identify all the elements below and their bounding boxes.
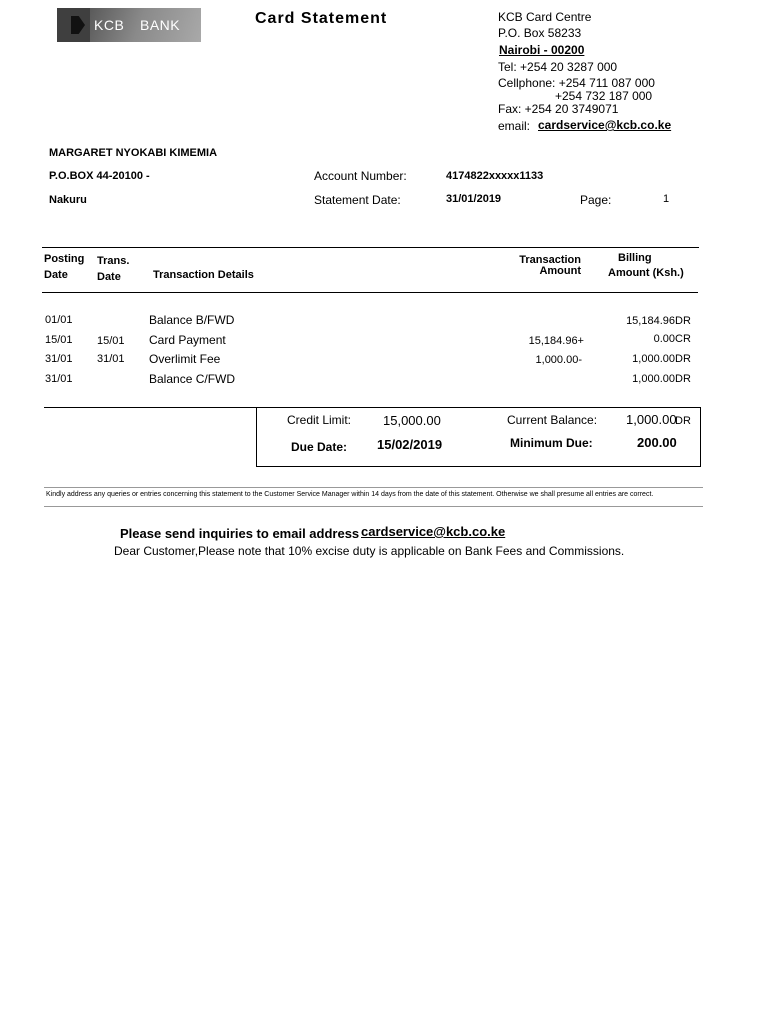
transaction-amount: 15,184.96+ (528, 335, 584, 347)
header-details: Transaction Details (153, 269, 254, 281)
customer-pobox: P.O.BOX 44-20100 - (49, 170, 150, 182)
centre-cellphone-2: +254 732 187 000 (555, 89, 653, 103)
minimum-due-label: Minimum Due: (510, 436, 593, 450)
page-label: Page: (580, 193, 612, 207)
current-balance-value: 1,000.00 (626, 412, 677, 427)
current-balance-label: Current Balance: (507, 413, 598, 427)
transaction-detail: Balance C/FWD (149, 372, 236, 386)
posting-date: 31/01 (45, 353, 73, 365)
current-balance-type: DR (675, 415, 691, 427)
centre-fax: Fax: +254 20 3749071 (498, 102, 619, 116)
centre-email-label: email: (498, 119, 531, 133)
summary-bottom-rule (256, 466, 701, 467)
excise-duty-notice: Dear Customer,Please note that 10% excise duty is applicable on Bank Fees and Commissions. (114, 544, 625, 558)
posting-date: 01/01 (45, 314, 73, 326)
trans-date: 31/01 (97, 353, 125, 365)
billing-amount: 0.00 (653, 333, 675, 345)
credit-limit-value: 15,000.00 (383, 413, 441, 428)
table-top-rule (42, 247, 699, 248)
trans-date: 15/01 (97, 335, 125, 347)
table-header-rule (42, 292, 698, 293)
logo-kcb-text: KCB (94, 17, 125, 33)
header-billing: Billing (618, 252, 652, 264)
disclaimer-bottom-rule (44, 506, 703, 507)
billing-amount: 1,000.00 (632, 353, 675, 365)
centre-cellphone: Cellphone: +254 711 087 000 (498, 76, 655, 90)
header-posting-date: Date (44, 269, 68, 281)
posting-date: 31/01 (45, 373, 73, 385)
page-title: Card Statement (255, 10, 388, 27)
kcb-emblem-icon (71, 16, 85, 34)
inquiries-email-link[interactable]: cardservice@kcb.co.ke (361, 524, 506, 539)
credit-limit-label: Credit Limit: (287, 413, 352, 427)
header-billing-amount: Amount (Ksh.) (608, 267, 684, 279)
account-number-label: Account Number: (314, 169, 407, 183)
transaction-amount: 1,000.00- (535, 354, 582, 366)
transaction-detail: Balance B/FWD (149, 313, 235, 327)
account-number: 4174822xxxxx1133 (446, 170, 544, 182)
header-transaction-amount: Amount (539, 265, 581, 277)
billing-amount: 1,000.00 (632, 373, 675, 385)
customer-town: Nakuru (49, 194, 87, 206)
billing-type: DR (675, 353, 691, 365)
summary-right-rule (700, 407, 701, 467)
disclaimer-top-rule (44, 487, 703, 488)
billing-amount: 15,184.96 (626, 315, 675, 327)
summary-top-rule (44, 407, 701, 408)
header-trans-date: Date (97, 271, 121, 283)
statement-date: 31/01/2019 (446, 193, 502, 205)
billing-type: CR (675, 333, 691, 345)
statement-date-label: Statement Date: (314, 193, 401, 207)
customer-name: MARGARET NYOKABI KIMEMIA (49, 147, 218, 159)
kcb-bank-logo (57, 8, 201, 42)
logo-gradient-block (90, 8, 201, 42)
transaction-detail: Overlimit Fee (149, 352, 221, 366)
billing-type: DR (675, 373, 691, 385)
centre-name: KCB Card Centre (498, 10, 592, 24)
transaction-detail: Card Payment (149, 333, 226, 347)
header-transaction: Transaction (519, 254, 581, 266)
due-date-value: 15/02/2019 (377, 437, 443, 452)
posting-date: 15/01 (45, 334, 73, 346)
header-posting: Posting (44, 253, 85, 265)
summary-left-rule (256, 407, 257, 467)
page-number: 1 (663, 193, 670, 205)
disclaimer-text: Kindly address any queries or entries concerning this statement to the Customer Service Manager within 14 days from the date of this statement. Otherwise we shall presume all entries are correct. (46, 491, 654, 498)
minimum-due-value: 200.00 (637, 435, 677, 450)
logo-dark-block (57, 8, 90, 42)
header-trans: Trans. (97, 255, 130, 267)
centre-email-link[interactable]: cardservice@kcb.co.ke (538, 118, 672, 132)
due-date-label: Due Date: (291, 440, 348, 454)
billing-type: DR (675, 315, 691, 327)
logo-bank-text: BANK (140, 17, 181, 33)
inquiries-label: Please send inquiries to email address (120, 526, 360, 541)
centre-pobox: P.O. Box 58233 (498, 26, 582, 40)
centre-city: Nairobi - 00200 (499, 43, 585, 57)
centre-tel: Tel: +254 20 3287 000 (498, 60, 618, 74)
